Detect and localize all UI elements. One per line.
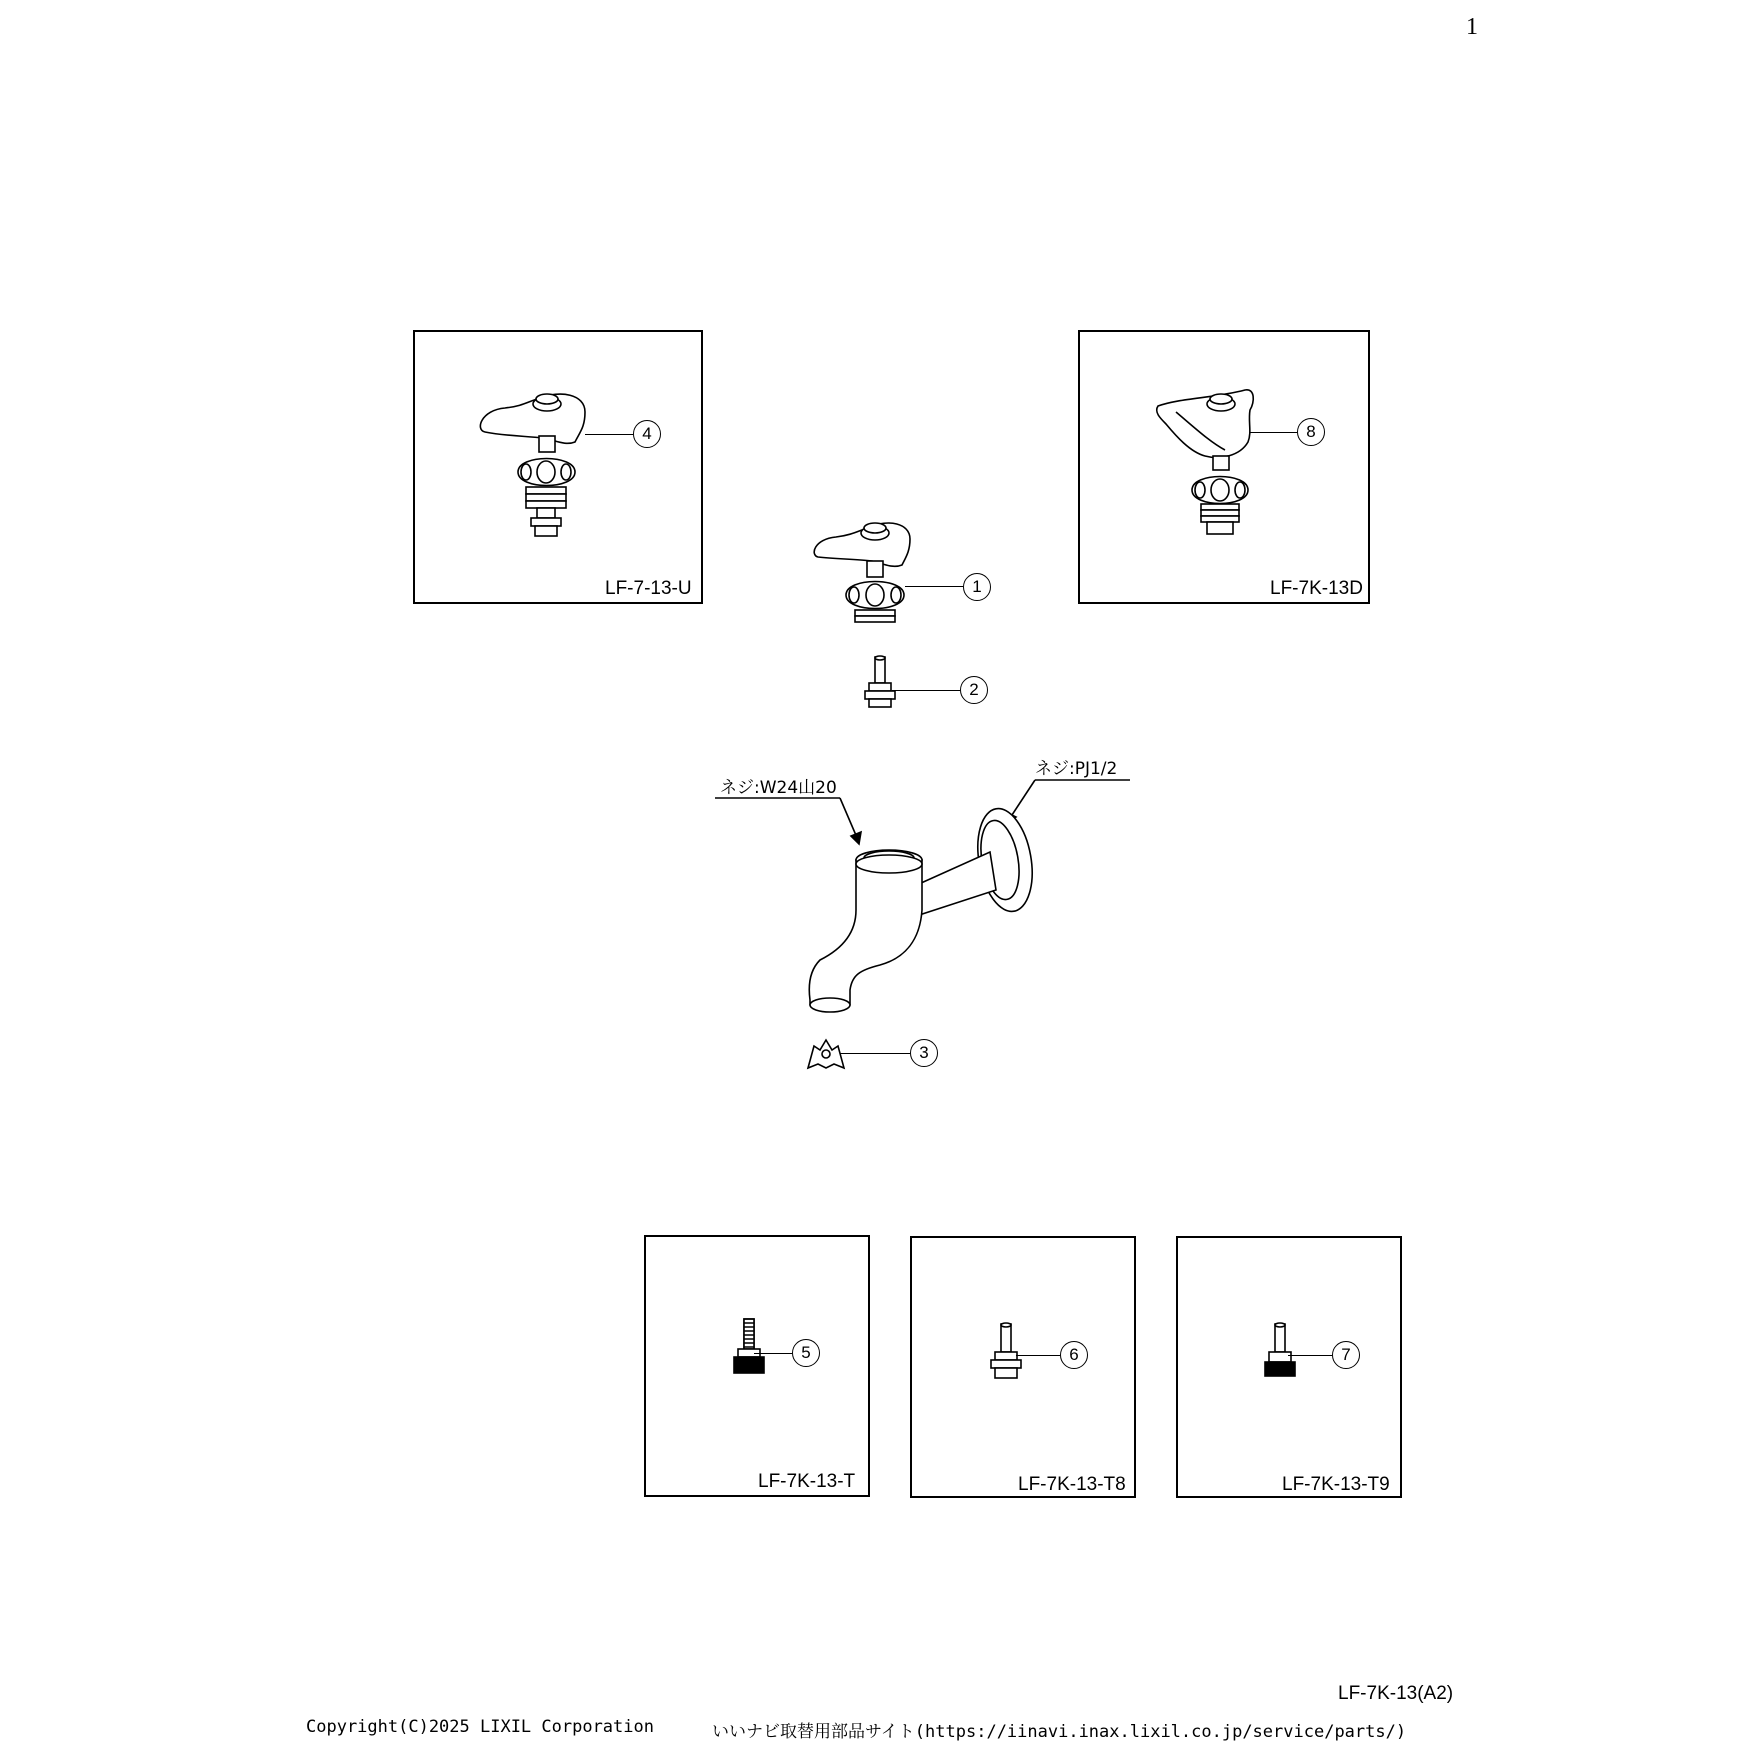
valve-cartridge-drawing: [810, 515, 930, 625]
leader-line-2: [892, 690, 960, 691]
copyright-text: Copyright(C)2025 LIXIL Corporation: [306, 1717, 654, 1737]
callout-4: 4: [633, 420, 661, 448]
leader-line-1: [905, 586, 963, 587]
callout-6: 6: [1060, 1341, 1088, 1369]
spindle-washer-drawing: [855, 655, 905, 715]
callout-2: 2: [960, 676, 988, 704]
valve-handle-d-drawing: [1080, 332, 1372, 606]
option-box-lf-7k-13d: [1078, 330, 1370, 604]
leader-line-3: [840, 1053, 910, 1054]
spindle-t9-drawing: [1250, 1322, 1310, 1392]
option-box-label: LF-7K-13-T: [758, 1471, 856, 1492]
callout-1: 1: [963, 573, 991, 601]
leader-line-4: [585, 434, 633, 435]
nozzle-piece-drawing: [804, 1036, 848, 1072]
leader-line-8: [1250, 432, 1297, 433]
page-number: 1: [1466, 14, 1478, 40]
spindle-t-drawing: [720, 1317, 780, 1387]
option-box-lf-7-13-u: [413, 330, 703, 604]
callout-5: 5: [792, 1339, 820, 1367]
option-box-label: LF-7-13-U: [605, 578, 692, 599]
leader-line-5: [754, 1353, 792, 1354]
option-box-label: LF-7K-13-T8: [1018, 1474, 1126, 1495]
spindle-t8-drawing: [976, 1322, 1036, 1392]
leader-line-7: [1288, 1355, 1332, 1356]
callout-7: 7: [1332, 1341, 1360, 1369]
valve-handle-u-drawing: [415, 332, 705, 606]
thread-label-outlet: ネジ:W24山20: [720, 778, 837, 798]
thread-label-inlet: ネジ:PJ1/2: [1035, 759, 1118, 779]
leader-line-6: [1016, 1355, 1060, 1356]
option-box-lf-7k-13-t9: [1176, 1236, 1402, 1498]
option-box-lf-7k-13-t: [644, 1235, 870, 1497]
callout-3: 3: [910, 1039, 938, 1067]
option-box-lf-7k-13-t8: [910, 1236, 1136, 1498]
faucet-body-drawing: [710, 760, 1130, 1030]
option-box-label: LF-7K-13-T9: [1282, 1474, 1390, 1495]
option-box-label: LF-7K-13D: [1270, 578, 1363, 599]
document-code: LF-7K-13(A2): [1338, 1683, 1454, 1704]
callout-8: 8: [1297, 418, 1325, 446]
parts-site-text: いいナビ取替用部品サイト(https://iinavi.inax.lixil.co.jp/service/parts/): [712, 1722, 1407, 1742]
